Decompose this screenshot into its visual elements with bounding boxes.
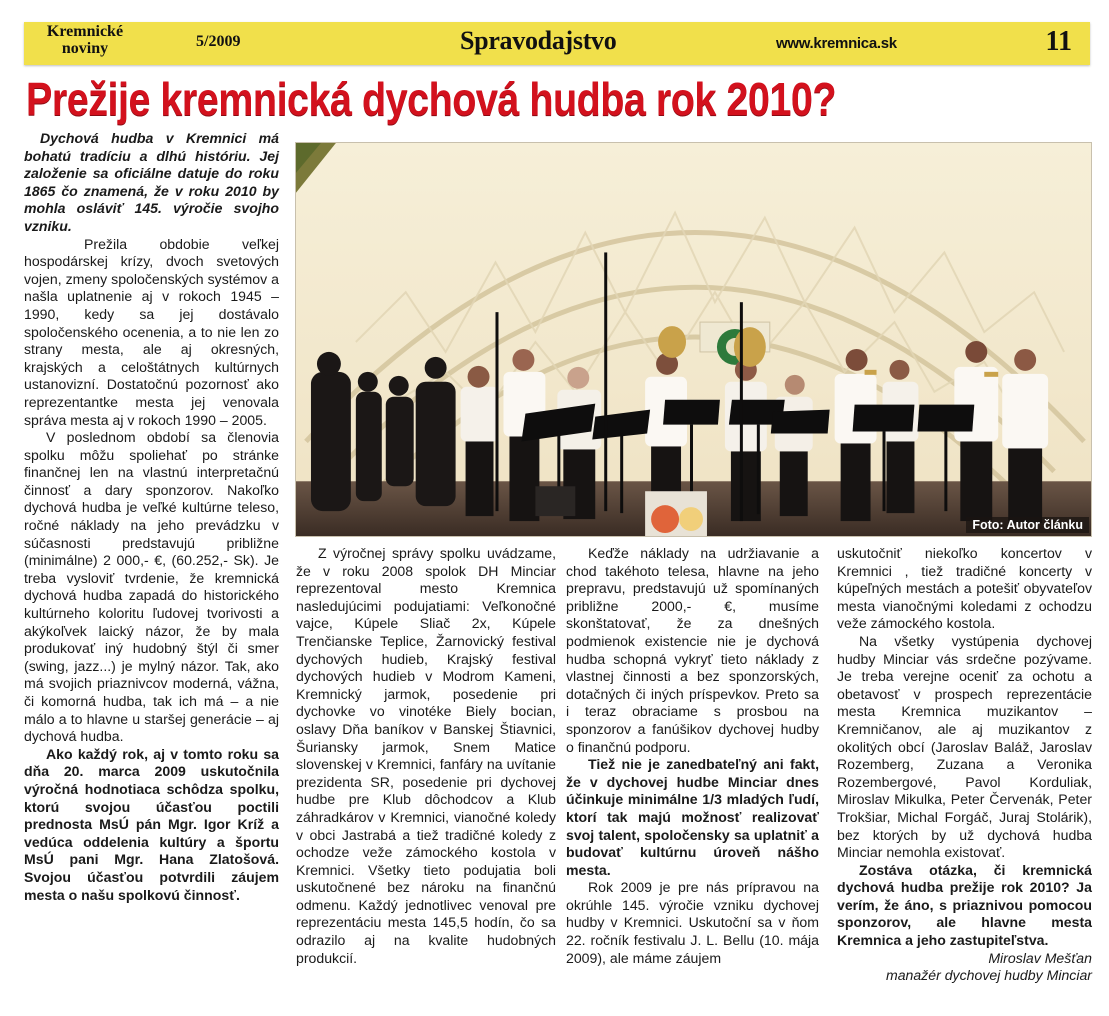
text-column-1 bbox=[24, 130, 279, 904]
page-number: 11 bbox=[1045, 26, 1072, 57]
author-signature bbox=[837, 950, 1092, 985]
author-name: Miroslav Mešťan bbox=[988, 949, 1092, 966]
header-bar bbox=[24, 22, 1090, 65]
paragraph-bold: Zostáva otázka, či kremnická dychová hudba prežije rok 2010? Ja verím, že áno, s priaznivou pomocou sponzorov, ale hlavne mesta Kremnica a jeho zastupiteľstva. bbox=[837, 861, 1092, 949]
article-photo bbox=[295, 142, 1092, 537]
masthead-line-2: noviny bbox=[61, 40, 109, 57]
masthead bbox=[30, 23, 140, 57]
paragraph-bold: Tiež nie je zanedbateľný ani fakt, že v dychovej hudbe Minciar dnes účinkuje minimálne 1/3 mladých ľudí, ktorí tak majú možnosť realizovať svoj talent, spoločensky sa uplatniť a budovať kultúrnu úroveň nášho mesta. bbox=[566, 756, 819, 878]
article-headline: Prežije kremnická dychová hudba rok 2010? bbox=[26, 73, 836, 125]
article-lead: Dychová hudba v Kremnici má bohatú tradíciu a dlhú históriu. Jej založenie sa oficiálne datuje do roku 1865 čo znamená, že v roku 2010 by mohla osláviť 145. výročie svojho vzniku. bbox=[24, 130, 279, 234]
text-column-3 bbox=[566, 545, 819, 967]
paragraph-continued: uskutočniť niekoľko koncertov v Kremnici , tiež tradičné koncerty v kúpeľných mestách a potešiť obyvateľov mesta vianočnými koledami z ochodzu veže zámockého kostola. bbox=[837, 545, 1092, 632]
paragraph: Keďže náklady na udržiavanie a chod takéhoto telesa, hlavne na jeho prepravu, predstavujú už spomínaných približne 2000,- €, musíme skonštatovať, že za dnešných podmienok existencie nie je dychová hudba schopná vykryť tieto náklady z vlastnej činnosti a bez sponzorských, dotačných či iných príspevkov. Preto sa i teraz obraciame s prosbou na sponzorov a fanúšikov dychovej hudby o finančnú podporu. bbox=[566, 545, 819, 755]
text-column-4 bbox=[837, 545, 1092, 985]
photo-credit: Foto: Autor článku bbox=[966, 517, 1089, 533]
paragraph: Prežila obdobie veľkej hospodárskej krízy, dvoch svetových vojen, zmeny spoločenských systémov a našla uplatnenie aj v rokoch 1945 – 1990, kedy sa jej dostávalo spoločenského ocenenia, a to nie len zo strany mesta, ale aj okresných, krajských a celoštátnych kultúrnych ustanovizní. Dostatočnú pozornosť ako reprezentantke mesta jej venovala správa mesta aj v rokoch 1990 – 2005. bbox=[24, 235, 279, 428]
text-column-2 bbox=[296, 545, 556, 967]
paragraph: Na všetky vystúpenia dychovej hudby Minciar vás srdečne pozývame. Je treba verejne oceniť za ochotu a obetavosť v prospech reprezentácie mesta Kremnica muzikantov – Kremničanov, ale aj muzikantov z okolitých obcí (Jaroslav Baláž, Jaroslav Rozemberg, Zuzana a Veronika Rozembergové, Pavol Korduliak, Miroslav Mikulka, Peter Červenák, Peter Trokšiar, Michal Forgáč, Juraj Stolárik), bez ktorých by už dychová hudba Minciar nemohla existovať. bbox=[837, 632, 1092, 861]
author-role: manažér dychovej hudby Minciar bbox=[885, 967, 1092, 984]
masthead-line-1: Kremnické bbox=[46, 23, 124, 40]
paragraph: V poslednom období sa členovia spolku môžu spoliehať po stránke finančnej len na vlastnú interpretačnú činnosť a dary sponzorov. Nakoľko dychová hudba je veľké kultúrne teleso, ročné náklady na jeho prevádzku v súčasnosti predstavujú približne (minimálne) 2 000,- €, (60.252,- Sk). Je treba vysloviť tvrdenie, že kremnická dychová hudba zapadá do historického kultúrneho koloritu ľudovej tvorivosti a akýkoľvek laický názor, že by mala produkovať iný hudobný štýl či smer (swing, jazz...) je mylný názor. Tak, ako má svojich priaznivcov moderná, vážna, či komorná hudba, tak ich má – a nie málo a to hlavne u staršej generácie – aj dychová hudba. bbox=[24, 429, 279, 745]
section-title: Spravodajstvo bbox=[460, 26, 617, 55]
paragraph-bold: Ako každý rok, aj v tomto roku sa dňa 20. marca 2009 uskutočnila výročná hodnotiaca schôdza spolku, ktorú svojou účasťou poctili prednosta MsÚ pán Mgr. Igor Kríž a vedúca oddelenia kultúry a športu MsÚ pani Mgr. Hana Zlatošová. Svojou účasťou potvrdili záujem mesta o našu spolkovú činnosť. bbox=[24, 745, 279, 903]
paragraph: Z výročnej správy spolku uvádzame, že v roku 2008 spolok DH Minciar reprezentoval mesto Kremnica nasledujúcimi podujatiami: Veľkonočné vajce, Kúpele Sliač 2x, Kúpele Trenčianske Teplice, Žarnovický festival dychových hudieb, Krajský festival dychových hudieb v Modrom Kameni, Kremnický jarmok, posedenie pri dychovke vo vinotéke Biely bocian, oslavy Dňa baníkov v Banskej Štiavnici, Šuriansky jarmok, Snem Matice slovenskej v Kremnici, fanfáry na uvítanie prezidenta SR, posedenie pri dychovej hudbe pre Klub dôchodcov a Klub záhradkárov v Kremnici, vianočné koledy v obci Jastrabá a tiež tradičné koledy z ochodze veže zámockého kostola v Kremnici. Všetky tieto podujatia boli uskutočnené bez nároku na finančnú odmenu. Každý jednotlivec venoval pre reprezentáciu mesta 145,5 hodín, čo sa odrazilo aj na kvalite hudobných produkcií. bbox=[296, 545, 556, 966]
website-link[interactable]: www.kremnica.sk bbox=[776, 35, 897, 52]
paragraph: Rok 2009 je pre nás prípravou na okrúhle 145. výročie vzniku dychovej hudby v Kremnici. Uskutoční sa v ňom 22. ročník festivalu J. L. Bellu (10. mája 2009), ale máme záujem bbox=[566, 879, 819, 966]
band-on-stage-image bbox=[296, 143, 1091, 536]
issue-number: 5/2009 bbox=[196, 33, 241, 50]
